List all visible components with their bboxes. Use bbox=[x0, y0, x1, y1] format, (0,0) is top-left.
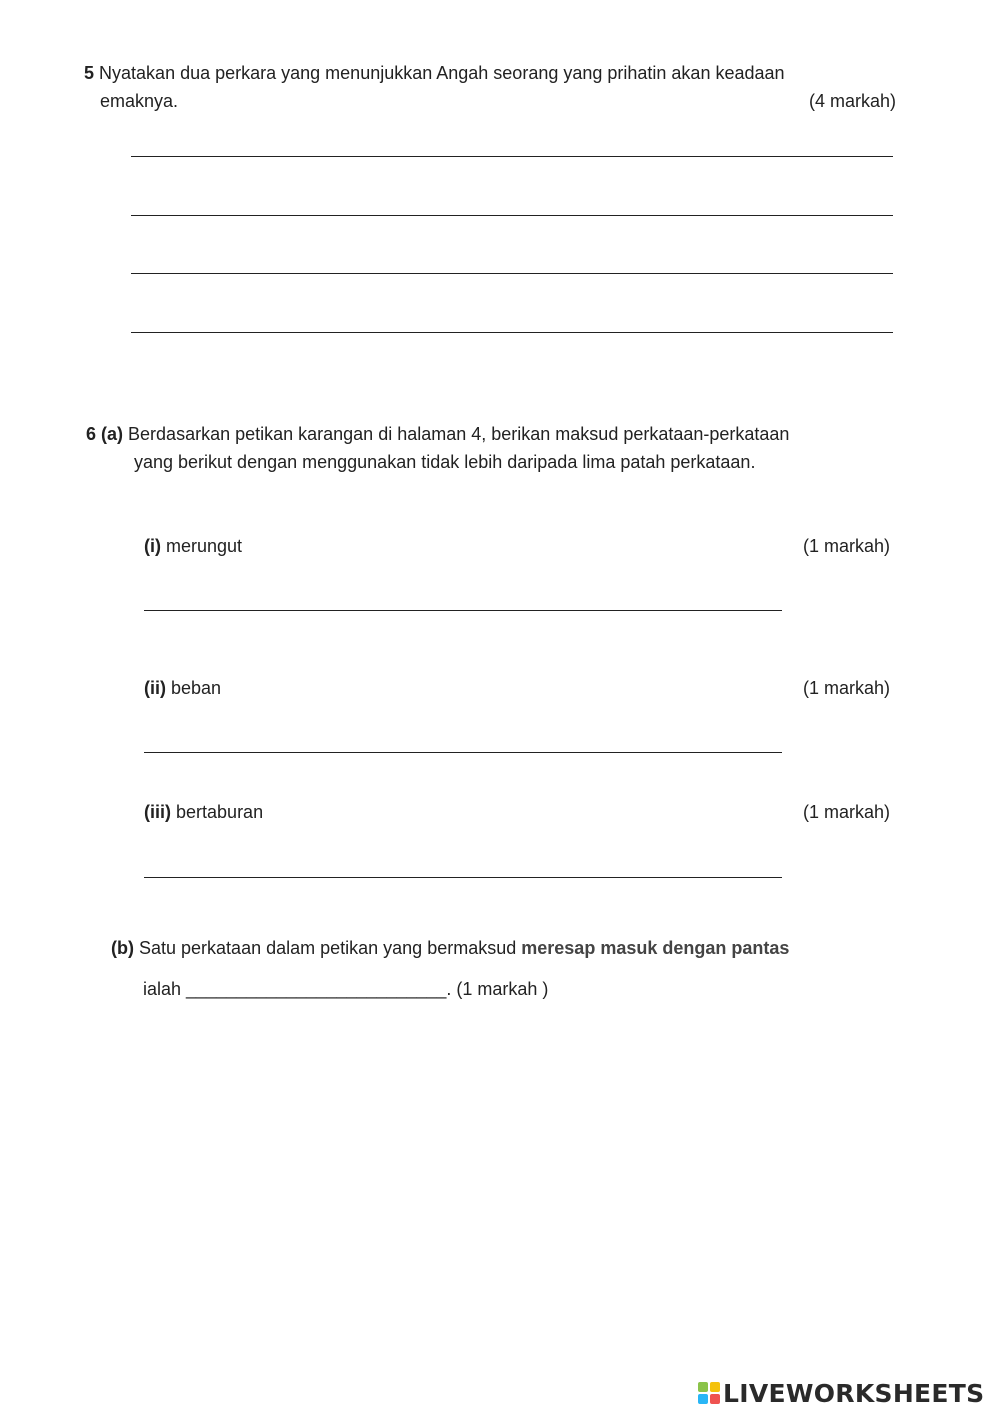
sub-question-number: (i) bbox=[144, 536, 161, 556]
answer-line[interactable] bbox=[131, 156, 893, 157]
question-6b-prefix: ialah bbox=[143, 979, 182, 999]
question-6b-line-1 bbox=[111, 937, 789, 959]
logo-square bbox=[710, 1394, 720, 1404]
logo-square bbox=[698, 1394, 708, 1404]
sub-question-i bbox=[144, 535, 242, 557]
sub-question-marks: (1 markah) bbox=[802, 802, 890, 822]
question-6a-number: 6 (a) bbox=[86, 424, 124, 444]
logo-text: LIVEWORKSHEETS bbox=[723, 1378, 985, 1408]
logo-square bbox=[710, 1382, 720, 1392]
sub-question-word: bertaburan bbox=[176, 802, 264, 822]
logo-mark-icon bbox=[698, 1382, 720, 1404]
question-6b-line-2 bbox=[143, 978, 548, 1000]
question-5-line-1 bbox=[84, 62, 785, 84]
sub-question-word: merungut bbox=[166, 536, 243, 556]
question-5-line-2: emaknya. bbox=[100, 91, 179, 111]
sub-question-number: (iii) bbox=[144, 802, 171, 822]
question-6a-text: Berdasarkan petikan karangan di halaman 4, berikan maksud perkataan-perkataan bbox=[128, 424, 790, 444]
question-5-number: 5 bbox=[84, 63, 95, 83]
sub-question-iii bbox=[144, 801, 263, 823]
question-6a-line-1 bbox=[86, 423, 789, 445]
answer-line[interactable] bbox=[144, 877, 782, 878]
liveworksheets-logo[interactable] bbox=[698, 1378, 984, 1408]
question-5-text: Nyatakan dua perkara yang menunjukkan Angah seorang yang prihatin akan keadaan bbox=[99, 63, 785, 83]
answer-line[interactable] bbox=[131, 273, 893, 274]
sub-question-marks: (1 markah) bbox=[802, 678, 890, 698]
sub-question-ii bbox=[144, 677, 221, 699]
answer-line[interactable] bbox=[144, 610, 782, 611]
answer-line[interactable] bbox=[131, 332, 893, 333]
question-6b-number: (b) bbox=[111, 938, 134, 958]
sub-question-marks: (1 markah) bbox=[802, 536, 890, 556]
logo-square bbox=[698, 1382, 708, 1392]
question-6b-marks: . (1 markah ) bbox=[446, 979, 549, 999]
question-6a-line-2: yang berikut dengan menggunakan tidak lebih daripada lima patah perkataan. bbox=[134, 452, 756, 472]
answer-line[interactable] bbox=[144, 752, 782, 753]
question-5-marks: (4 markah) bbox=[808, 91, 896, 111]
question-6b-phrase: meresap masuk dengan pantas bbox=[521, 938, 790, 958]
question-6b-text: Satu perkataan dalam petikan yang bermaksud bbox=[139, 938, 517, 958]
answer-blank[interactable]: __________________________ bbox=[186, 979, 447, 999]
answer-line[interactable] bbox=[131, 215, 893, 216]
sub-question-number: (ii) bbox=[144, 678, 166, 698]
sub-question-word: beban bbox=[171, 678, 222, 698]
